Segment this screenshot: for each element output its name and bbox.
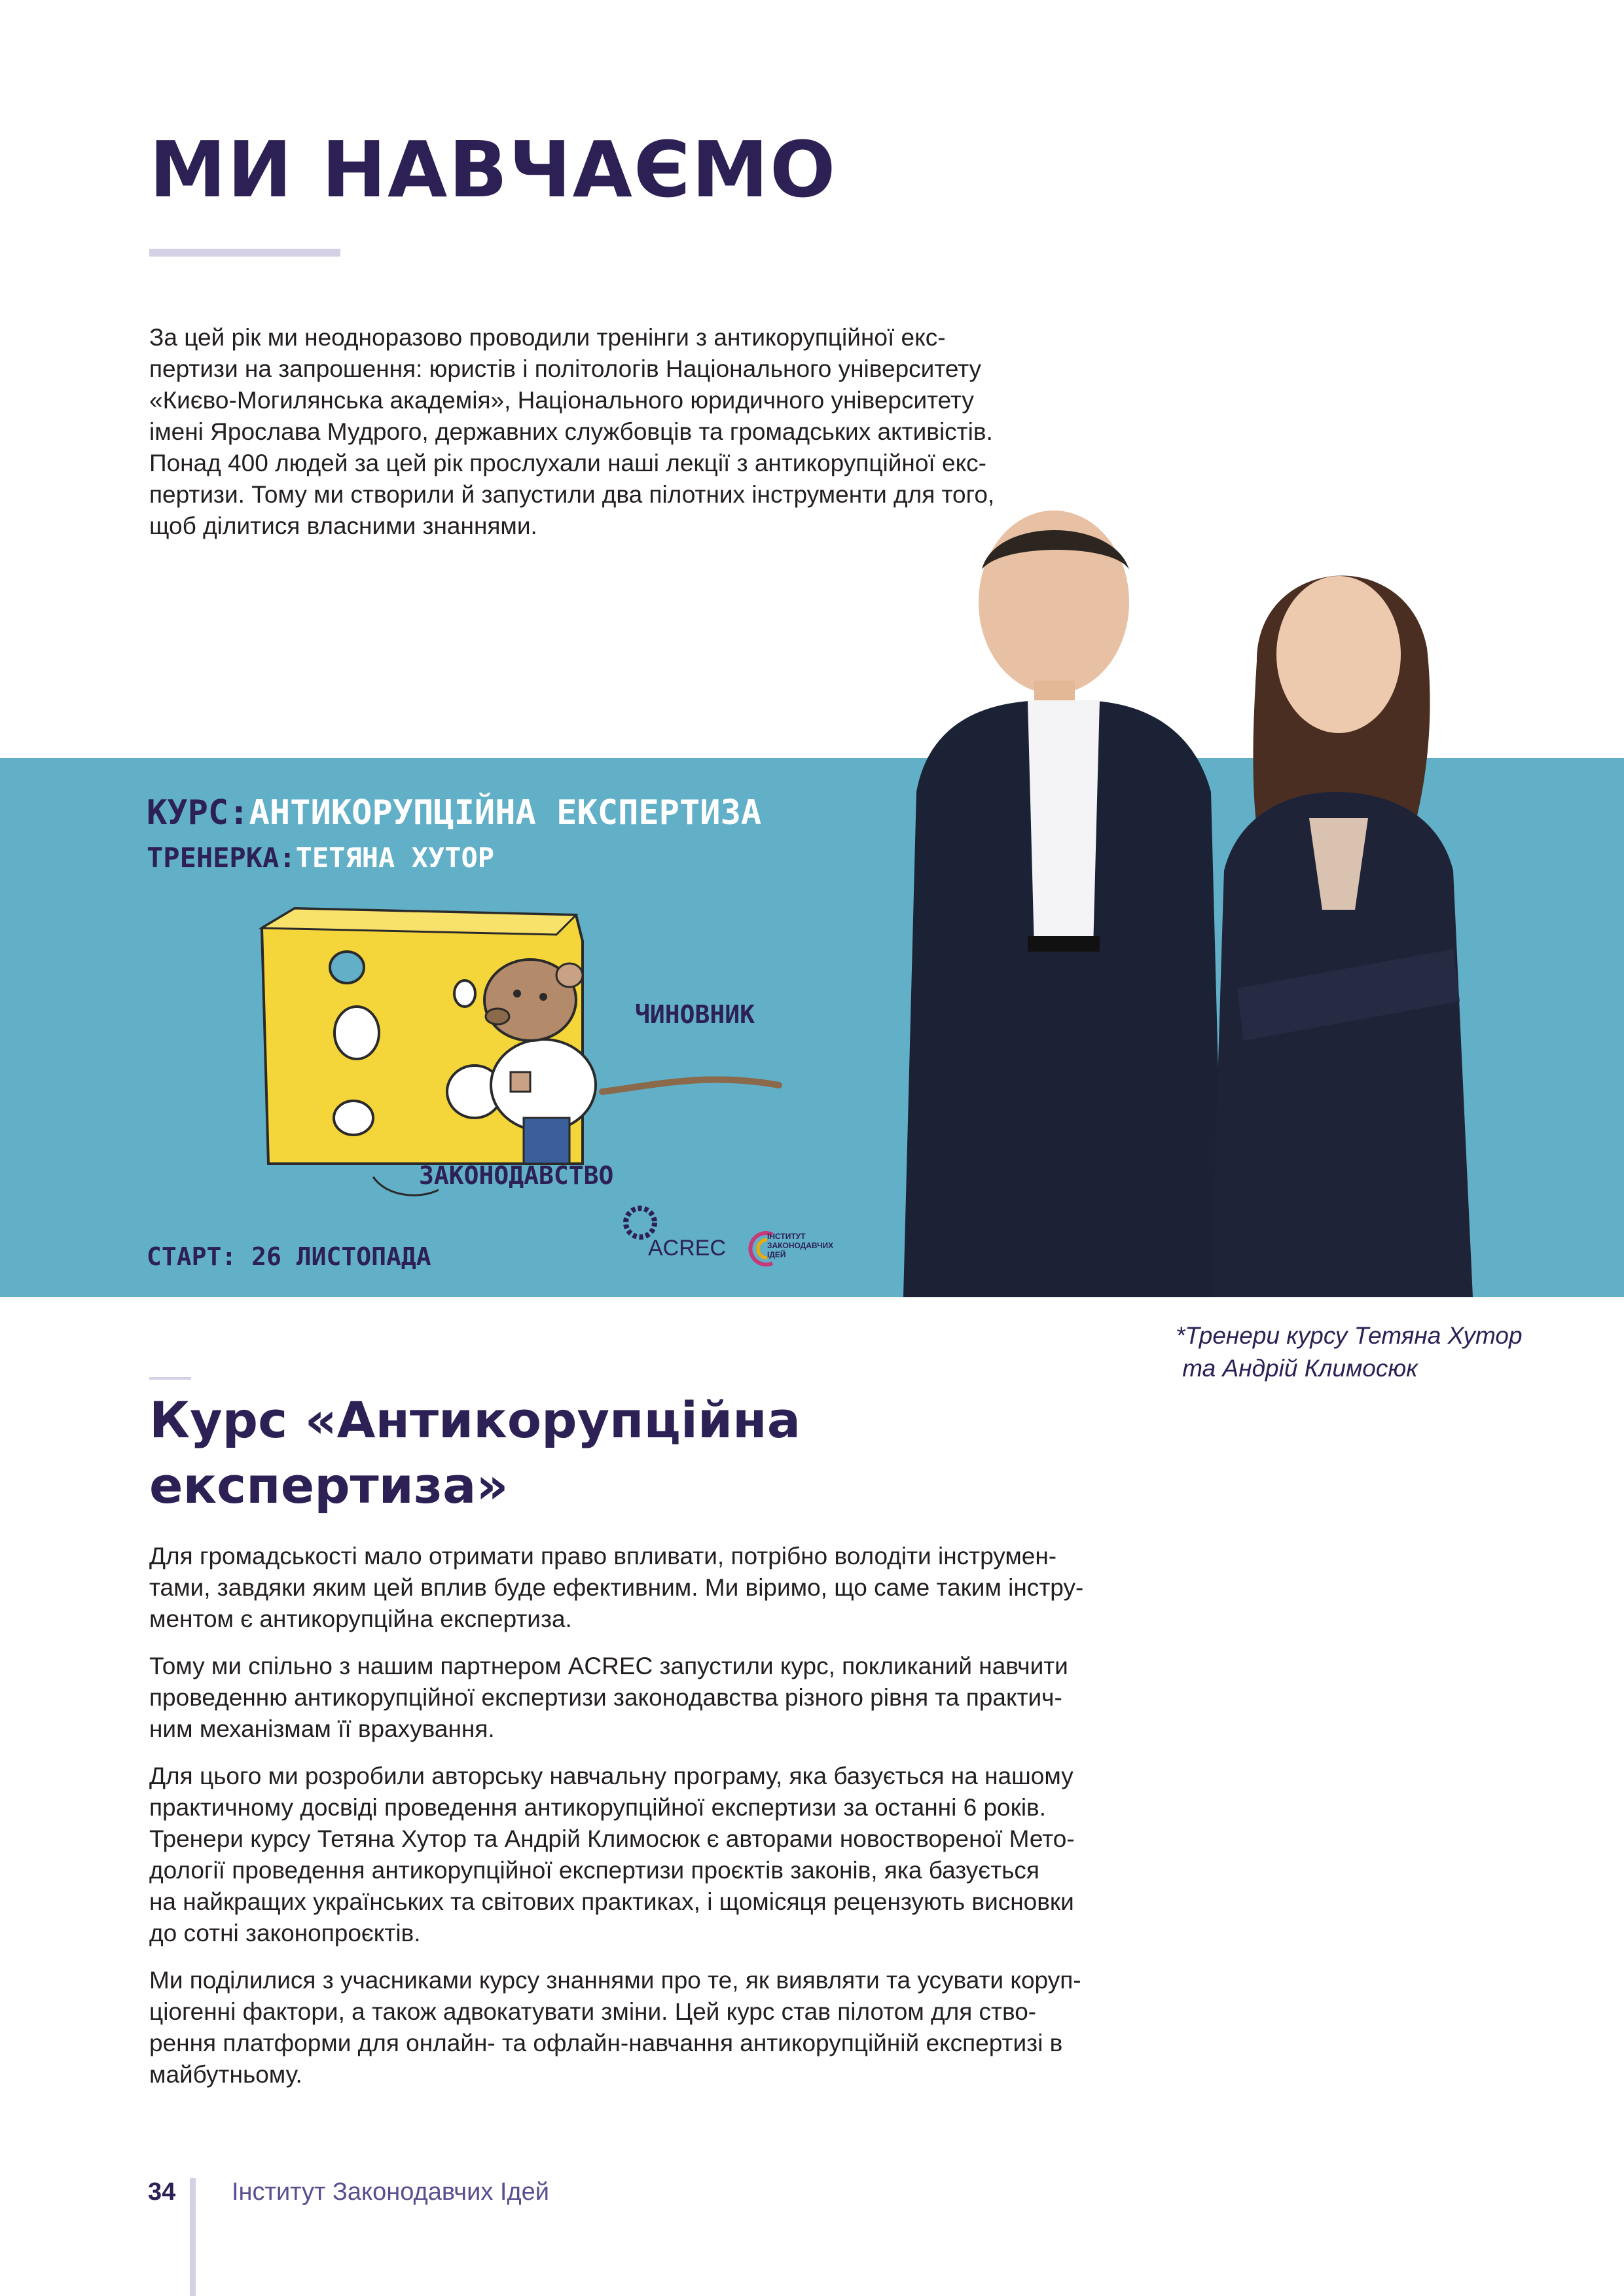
body-line: Тренери курсу Тетяна Хутор та Андрій Климосюк є авторами новоствореної Мето-	[149, 1825, 1075, 1852]
body-line: Ми поділилися з учасниками курсу знаннями про те, як виявляти та усувати коруп-	[149, 1967, 1081, 1994]
rat-icon	[484, 960, 779, 1164]
intro-line: Понад 400 людей за цей рік прослухали наші лекції з антикорупційної екс-	[149, 450, 986, 476]
body-line: ним механізмам її врахування.	[149, 1715, 495, 1742]
body-line: до сотні законопроєктів.	[149, 1920, 421, 1946]
intro-line: «Києво-Могилянська академія», Національного юридичного університету	[149, 387, 974, 414]
body-line: ментом є антикорупційна експертиза.	[149, 1605, 572, 1632]
banner-trainer-key: ТРЕНЕРКА:	[147, 842, 296, 874]
section-rule	[149, 1377, 191, 1380]
acrec-logo-text: ACREC	[648, 1236, 727, 1261]
section-title-line: експертиза»	[149, 1456, 509, 1515]
banner-label-official: ЧИНОВНИК	[635, 1000, 755, 1029]
body-line: Для цього ми розробили авторську навчальну програму, яка базується на нашому	[149, 1763, 1074, 1789]
caption-line: *Тренери курсу Тетяна Хутор	[1176, 1322, 1523, 1349]
body-line: Тому ми спільно з нашим партнером ACREC запустили курс, покликаний навчити	[149, 1653, 1068, 1679]
body-line: майбутньому.	[149, 2061, 302, 2088]
trainers-photo	[831, 504, 1532, 1297]
photo-caption	[1176, 1319, 1568, 1385]
body-line: дології проведення антикорупційної експертизи проєктів законів, яка базується	[149, 1857, 1039, 1884]
footer-divider	[190, 2178, 196, 2296]
body-line: тами, завдяки яким цей вплив буде ефективним. Ми віримо, що саме таким інстру-	[149, 1574, 1084, 1601]
male-trainer-figure	[903, 511, 1224, 1297]
female-trainer-figure	[1211, 576, 1473, 1297]
banner-course-line	[147, 793, 761, 833]
body-line: проведенню антикорупційної експертизи законодавства різного рівня та практич-	[149, 1684, 1062, 1711]
body-line: рення платформи для онлайн- та офлайн-навчання антикорупційній експертизі в	[149, 2030, 1063, 2056]
heading-underline	[149, 249, 340, 257]
banner-start-date: СТАРТ: 26 ЛИСТОПАДА	[147, 1242, 431, 1271]
banner-course-value: АНТИКОРУПЦІЙНА ЕКСПЕРТИЗА	[249, 793, 762, 833]
page-number: 34	[148, 2178, 176, 2206]
banner-course-key: КУРС:	[147, 793, 249, 833]
section-body	[149, 1541, 1125, 2106]
section-title	[149, 1388, 1000, 1518]
section-title-line: Курс «Антикорупційна	[149, 1391, 801, 1449]
body-paragraph	[149, 1651, 1125, 1745]
banner-label-law: ЗАКОНОДАВСТВО	[419, 1161, 614, 1190]
institute-logo-text: ІНСТИТУТ ЗАКОНОДАВЧИХ ІДЕЙ	[767, 1232, 834, 1259]
footer-publisher: Інститут Законодавчих Ідей	[232, 2178, 549, 2206]
intro-line: імені Ярослава Мудрого, державних службовців та громадських активістів.	[149, 418, 993, 445]
body-paragraph	[149, 1761, 1125, 1949]
body-line: ціогенні фактори, а також адвокатувати зміни. Цей курс став пілотом для ство-	[149, 1998, 1037, 2025]
body-paragraph	[149, 1965, 1125, 2090]
body-line: Для громадськості мало отримати право впливати, потрібно володіти інструмен-	[149, 1543, 1057, 1570]
page-heading: МИ НАВЧАЄМО	[149, 124, 837, 215]
intro-line: щоб ділитися власними знаннями.	[149, 512, 537, 539]
intro-line: За цей рік ми неодноразово проводили тренінги з антикорупційної екс-	[149, 324, 946, 351]
banner-trainer-value: ТЕТЯНА ХУТОР	[295, 842, 495, 874]
body-line: практичному досвіді проведення антикорупційної експертизи за останні 6 років.	[149, 1794, 1046, 1821]
caption-line: та Андрій Климосюк	[1176, 1355, 1418, 1382]
intro-line: пертизи. Тому ми створили й запустили два пілотних інструменти для того,	[149, 481, 995, 508]
intro-line: пертизи на запрошення: юристів і політологів Національного університету	[149, 355, 982, 382]
body-line: на найкращих українських та світових практиках, і щомісяця рецензують висновки	[149, 1888, 1074, 1915]
body-paragraph	[149, 1541, 1125, 1635]
cheese-rat-illustration	[249, 902, 812, 1203]
banner-trainer-line	[147, 842, 494, 874]
